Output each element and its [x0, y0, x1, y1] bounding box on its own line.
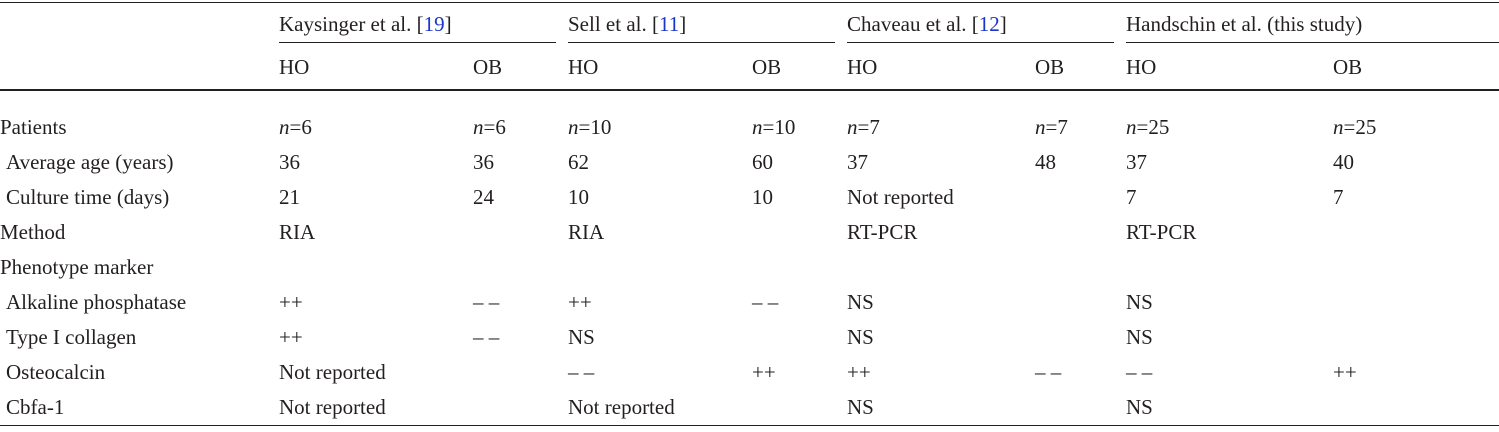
table-cell: Not reported — [279, 360, 386, 384]
row-label: Phenotype marker — [0, 255, 154, 279]
sample-size-symbol: n — [1333, 115, 1344, 139]
sample-size-value: 10 — [590, 115, 612, 139]
table-cell: 40 — [1333, 150, 1354, 174]
table-cell: NS — [1126, 290, 1153, 314]
table-cell: NS — [847, 325, 874, 349]
table-body — [0, 90, 1499, 426]
table-cell: – – — [1126, 360, 1153, 384]
table-cell: n=6 — [473, 115, 506, 139]
table-cell: ++ — [1333, 360, 1357, 384]
table-cell: n=10 — [752, 115, 796, 139]
sample-size-symbol: n — [1035, 115, 1046, 139]
table-row — [0, 320, 1499, 355]
subheader-ho: HO — [279, 45, 473, 90]
study-header-chaveau: Chaveau et al. [12] — [847, 3, 1126, 46]
table-cell: RT-PCR — [1126, 220, 1197, 244]
table-cell — [1126, 250, 1333, 285]
table-cell: 7 — [1126, 185, 1137, 209]
table-cell: NS — [1126, 390, 1333, 426]
table-cell — [473, 390, 568, 426]
table-cell: – – — [473, 325, 500, 349]
reference-link[interactable]: 11 — [658, 12, 680, 36]
table-cell: Not reported — [847, 185, 954, 209]
table-cell: n=7 — [1035, 115, 1068, 139]
table-row — [0, 145, 1499, 180]
table-cell: ++ — [752, 360, 776, 384]
table-cell — [279, 250, 473, 285]
reference-link[interactable]: 19 — [423, 12, 445, 36]
table-cell — [1333, 250, 1499, 285]
table-row — [0, 285, 1499, 320]
table-row — [0, 250, 1499, 285]
subheader-ob: OB — [473, 45, 568, 90]
table-cell: 48 — [1035, 150, 1056, 174]
study-header-kaysinger: Kaysinger et al. [19] — [279, 3, 568, 46]
table-cell: 37 — [847, 150, 868, 174]
table-cell — [1035, 390, 1126, 426]
header-empty-cell — [0, 3, 279, 46]
subheader-ho: HO — [1126, 45, 1333, 90]
sample-size-symbol: n — [568, 115, 579, 139]
table-cell: NS — [568, 325, 595, 349]
table-cell: ++ — [279, 290, 303, 314]
table-cell: – – — [752, 290, 779, 314]
subheader-empty-cell — [0, 45, 279, 90]
table-cell — [1035, 250, 1126, 285]
table-cell: n=25 — [1333, 115, 1377, 139]
row-label: Method — [0, 220, 66, 244]
table-cell: – – — [473, 290, 500, 314]
table-cell: NS — [847, 290, 874, 314]
reference-link[interactable]: 12 — [978, 12, 1000, 36]
table-cell: 62 — [568, 150, 589, 174]
table-cell: 36 — [473, 150, 494, 174]
sample-size-symbol: n — [847, 115, 858, 139]
table-row — [0, 215, 1499, 250]
table-row — [0, 180, 1499, 215]
table-cell: Not reported — [568, 390, 752, 426]
table-cell: RIA — [279, 220, 316, 244]
table-cell — [752, 390, 847, 426]
table-cell — [568, 250, 752, 285]
sample-size-value: 7 — [869, 115, 880, 139]
row-label: Average age (years) — [6, 150, 174, 174]
sample-size-symbol: n — [279, 115, 290, 139]
subheader-ob: OB — [1333, 45, 1499, 90]
table-row — [0, 390, 1499, 426]
table-cell: – – — [1035, 360, 1062, 384]
table-cell: ++ — [279, 325, 303, 349]
table-cell — [473, 215, 568, 250]
table-cell — [752, 250, 847, 285]
row-label: Cbfa-1 — [0, 390, 279, 426]
table-cell — [1035, 320, 1126, 355]
row-label: Alkaline phosphatase — [6, 290, 187, 314]
table-cell: n=10 — [568, 115, 612, 139]
table-cell — [473, 355, 568, 390]
table-cell — [1333, 390, 1499, 426]
table-cell: n=6 — [279, 115, 312, 139]
subheader-ob: OB — [1035, 45, 1126, 90]
comparison-table — [0, 2, 1499, 426]
table-cell — [752, 320, 847, 355]
sample-size-value: 6 — [495, 115, 506, 139]
table-cell: 10 — [568, 185, 589, 209]
row-label: Osteocalcin — [6, 360, 106, 384]
table-cell — [1333, 320, 1499, 355]
subheader-ob: OB — [752, 45, 847, 90]
table-cell — [1035, 215, 1126, 250]
table-cell: 10 — [752, 185, 773, 209]
table-row — [0, 355, 1499, 390]
sample-size-symbol: n — [473, 115, 484, 139]
table-cell — [1333, 285, 1499, 320]
table-cell: ++ — [847, 360, 871, 384]
table-cell: NS — [1126, 325, 1153, 349]
table-cell: NS — [847, 390, 1035, 426]
table-cell: ++ — [568, 290, 592, 314]
table-cell — [1035, 180, 1126, 215]
table-cell: 21 — [279, 185, 300, 209]
sample-size-symbol: n — [752, 115, 763, 139]
row-label: Culture time (days) — [6, 185, 170, 209]
table-cell — [752, 215, 847, 250]
table-cell — [1333, 215, 1499, 250]
table-cell: RT-PCR — [847, 220, 918, 244]
table-cell: 7 — [1333, 185, 1344, 209]
table-header — [0, 3, 1499, 91]
sample-size-value: 25 — [1355, 115, 1377, 139]
row-label: Type I collagen — [6, 325, 137, 349]
table-cell: RIA — [568, 220, 605, 244]
table-cell — [1035, 285, 1126, 320]
table-cell: 36 — [279, 150, 300, 174]
table-cell: – – — [568, 360, 595, 384]
table-row — [0, 110, 1499, 145]
table-cell: n=25 — [1126, 115, 1170, 139]
table-cell — [847, 250, 1035, 285]
table-cell: 60 — [752, 150, 773, 174]
table-cell: n=7 — [847, 115, 880, 139]
row-label: Patients — [0, 115, 67, 139]
sample-size-symbol: n — [1126, 115, 1137, 139]
study-header-sell: Sell et al. [11] — [568, 3, 847, 46]
table-cell: Not reported — [279, 390, 473, 426]
sample-size-value: 10 — [774, 115, 796, 139]
subheader-ho: HO — [847, 45, 1035, 90]
study-header-handschin: Handschin et al. (this study) — [1126, 3, 1499, 46]
table-cell: 37 — [1126, 150, 1147, 174]
subheader-ho: HO — [568, 45, 752, 90]
table-cell: 24 — [473, 185, 494, 209]
sample-size-value: 7 — [1057, 115, 1068, 139]
sample-size-value: 6 — [301, 115, 312, 139]
table-cell — [473, 250, 568, 285]
sample-size-value: 25 — [1148, 115, 1170, 139]
